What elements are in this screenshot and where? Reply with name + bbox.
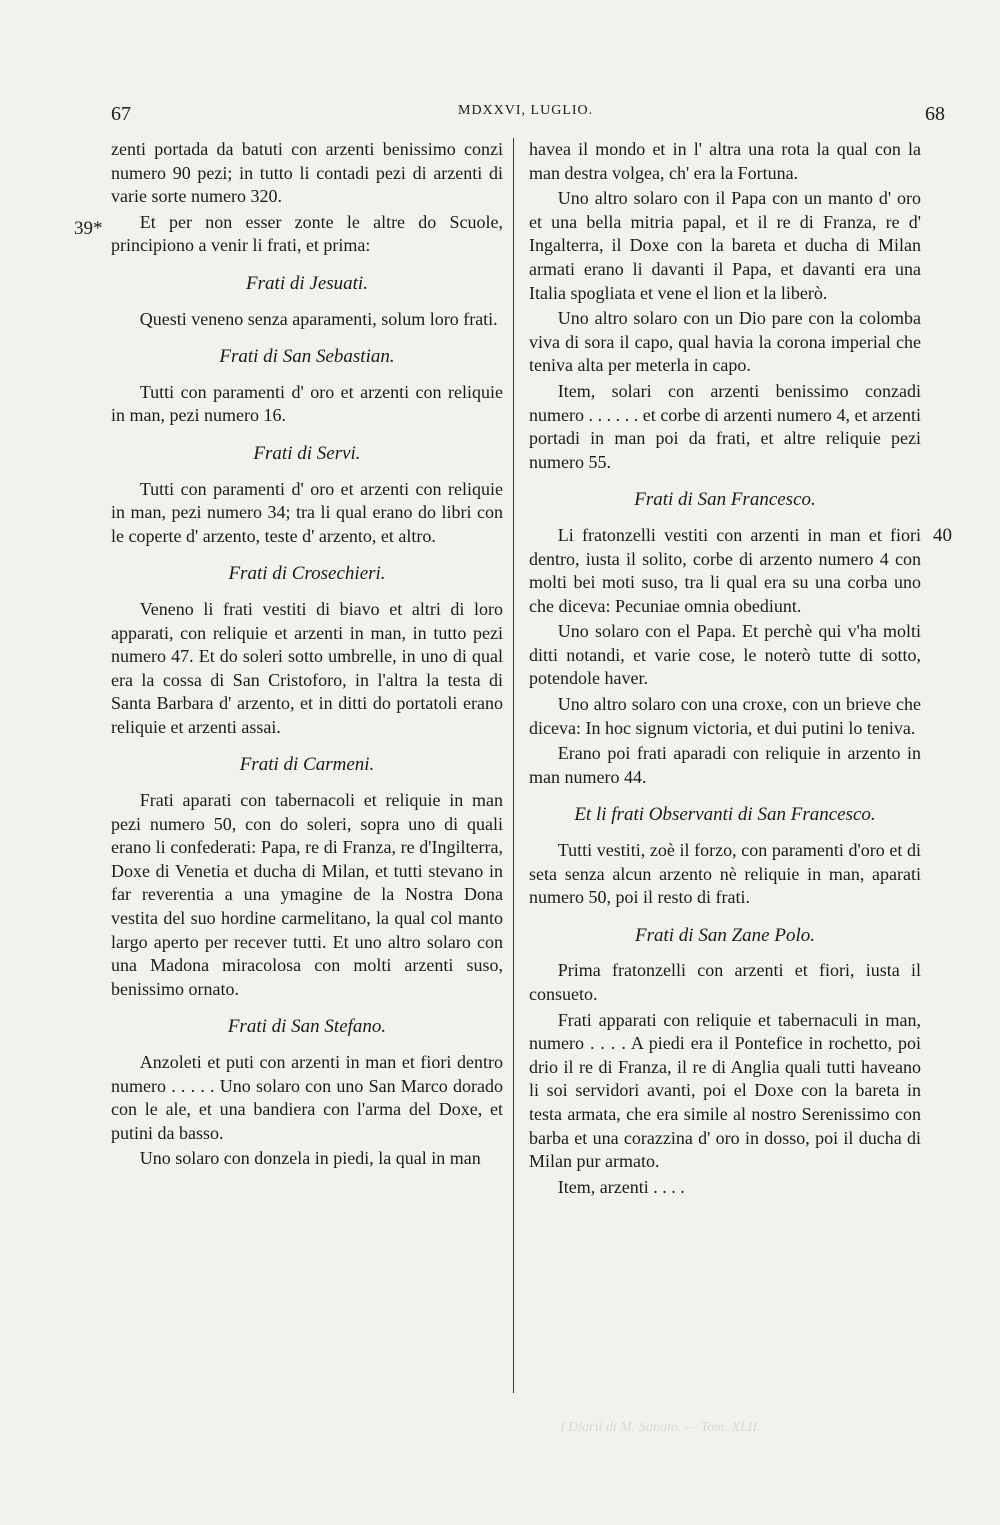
right-paragraph: Uno solaro con el Papa. Et perchè qui v'ha molti ditti notandi, et varie cose, le noterò tutte di sotto, potendole haver. — [529, 621, 921, 689]
right-paragraph: Item, solari con arzenti benissimo conzadi numero . . . . . . et corbe di arzenti numero 4, et arzenti portadi in man poi da frati, et altre reliquie pezi numero 55. — [529, 380, 921, 472]
bleed-through-text: I Diarii di M. Sanuto. — Tom. XLII. — [560, 1420, 761, 1435]
left-section-heading: Frati di Servi. — [253, 442, 361, 464]
right-paragraph: Prima fratonzelli con arzenti et fiori, iusta il consueto. — [529, 960, 921, 1004]
left-paragraph: Tutti con paramenti d' oro et arzenti con reliquie in man, pezi numero 34; tra li qual erano do libri con le coperte d' arzento, teste d' arzento, et altro. — [111, 478, 503, 546]
left-paragraph: Frati aparati con tabernacoli et reliquie in man pezi numero 50, con do soleri, sopra uno di quali erano li confederati: Papa, re di Franza, re d'Ingilterra, Doxe di Venetia et ducha di Milan, et tutti stevano in far reverentia a una ymagine de la Nostra Dona vestita del suo hordine carmelitano, la qual col manto largo aperto per recever tutti. Et uno altro solaro con una Madona miracolosa con molti arzenti suso, benissimo ornato. — [111, 790, 503, 999]
right-paragraph: Erano poi frati aparadi con reliquie in arzento in man numero 44. — [529, 743, 921, 787]
left-section-heading: Frati di San Stefano. — [227, 1016, 387, 1038]
page-number-right: 68 — [925, 103, 945, 125]
right-paragraph: Uno altro solaro con una croxe, con un brieve che diceva: In hoc signum victoria, et dui putini lo teniva. — [529, 694, 921, 738]
left-paragraph: zenti portada da batuti con arzenti benissimo conzi numero 90 pezi; in tutto li contadi pezi di arzenti di varie sorte numero 320. — [111, 139, 503, 207]
left-section-heading: Frati di Jesuati. — [246, 272, 368, 294]
left-section-heading: Frati di Crosechieri. — [228, 563, 386, 585]
column-divider — [513, 138, 514, 1393]
right-section-heading: Et li frati Observanti di San Francesco. — [574, 804, 876, 826]
right-paragraph: Uno altro solaro con un Dio pare con la colomba viva di sora il capo, qual havia la corona imperial che teniva alta per meterla in capo. — [529, 308, 921, 376]
running-header: MDXXVI, LUGLIO. — [458, 103, 594, 118]
left-paragraph: Anzoleti et puti con arzenti in man et fiori dentro numero . . . . . Uno solaro con uno San Marco dorado con le ale, et una bandiera con l'arma del Doxe, et putini da basso. — [111, 1052, 503, 1143]
page-number-left: 67 — [111, 103, 131, 125]
left-paragraph: Tutti con paramenti d' oro et arzenti con reliquie in man, pezi numero 16. — [111, 381, 503, 426]
right-column — [529, 138, 921, 1201]
left-paragraph: Et per non esser zonte le altre do Scuole, principiono a venir li frati, et prima: — [111, 211, 503, 256]
left-paragraph: Veneno li frati vestiti di biavo et altri di loro apparati, con reliquie et arzenti in man, in tutto pezi numero 47. Et do soleri sotto umbrelle, in uno di qual era la cossa di San Cristoforo, in l'altra la testa di Santa Barbara d' arzento, et in ditti do portatoli erano reliquie et arzenti assai. — [111, 598, 503, 737]
right-paragraph: havea il mondo et in l' altra una rota la qual con la man destra volgea, ch' era la Fortuna. — [529, 139, 921, 183]
left-paragraph: Uno solaro con donzela in piedi, la qual in man — [139, 1148, 481, 1169]
left-section-heading: Frati di Carmeni. — [239, 754, 375, 776]
right-section-heading: Frati di San Zane Polo. — [635, 924, 815, 946]
right-paragraph: Uno altro solaro con il Papa con un manto d' oro et una bella mitria papal, et il re di Franza, re d' Ingalterra, il Doxe con la bareta et ducha di Milan armati erano li davanti il Papa, et davanti era una Italia spogliata et vene el lion et la liberò. — [529, 188, 921, 303]
right-paragraph: Item, arzenti . . . . — [557, 1176, 685, 1197]
left-paragraph: Questi veneno senza aparamenti, solum loro frati. — [139, 308, 498, 329]
right-paragraph: Li fratonzelli vestiti con arzenti in man et fiori dentro, iusta il solito, corbe di arzento numero 4 con molti bei moti suso, tra li qual era su una corba uno che diceva: Pecuniae omnia obediunt. — [529, 524, 921, 616]
margin-note-left: 39* — [74, 218, 103, 239]
left-section-heading: Frati di San Sebastian. — [219, 346, 395, 368]
left-column — [111, 138, 503, 1173]
right-paragraph: Frati apparati con reliquie et tabernaculi in man, numero . . . . A piedi era il Pontefice in rochetto, poi drio il re di Franza, il re di Anglia quali tutti haveano li soi servidori avanti, poi el Doxe con la bareta in testa armata, che era simile al nostro Serenissimo con barba et una corazzina d' oro in dosso, poi il ducha di Milan pur armato. — [529, 1009, 921, 1172]
margin-note-right: 40 — [933, 525, 952, 546]
right-paragraph: Tutti vestiti, zoè il forzo, con paramenti d'oro et di seta senza alcun arzento nè reliquie in man, aparati numero 50, poi il resto di frati. — [529, 840, 921, 908]
right-section-heading: Frati di San Francesco. — [634, 489, 816, 511]
